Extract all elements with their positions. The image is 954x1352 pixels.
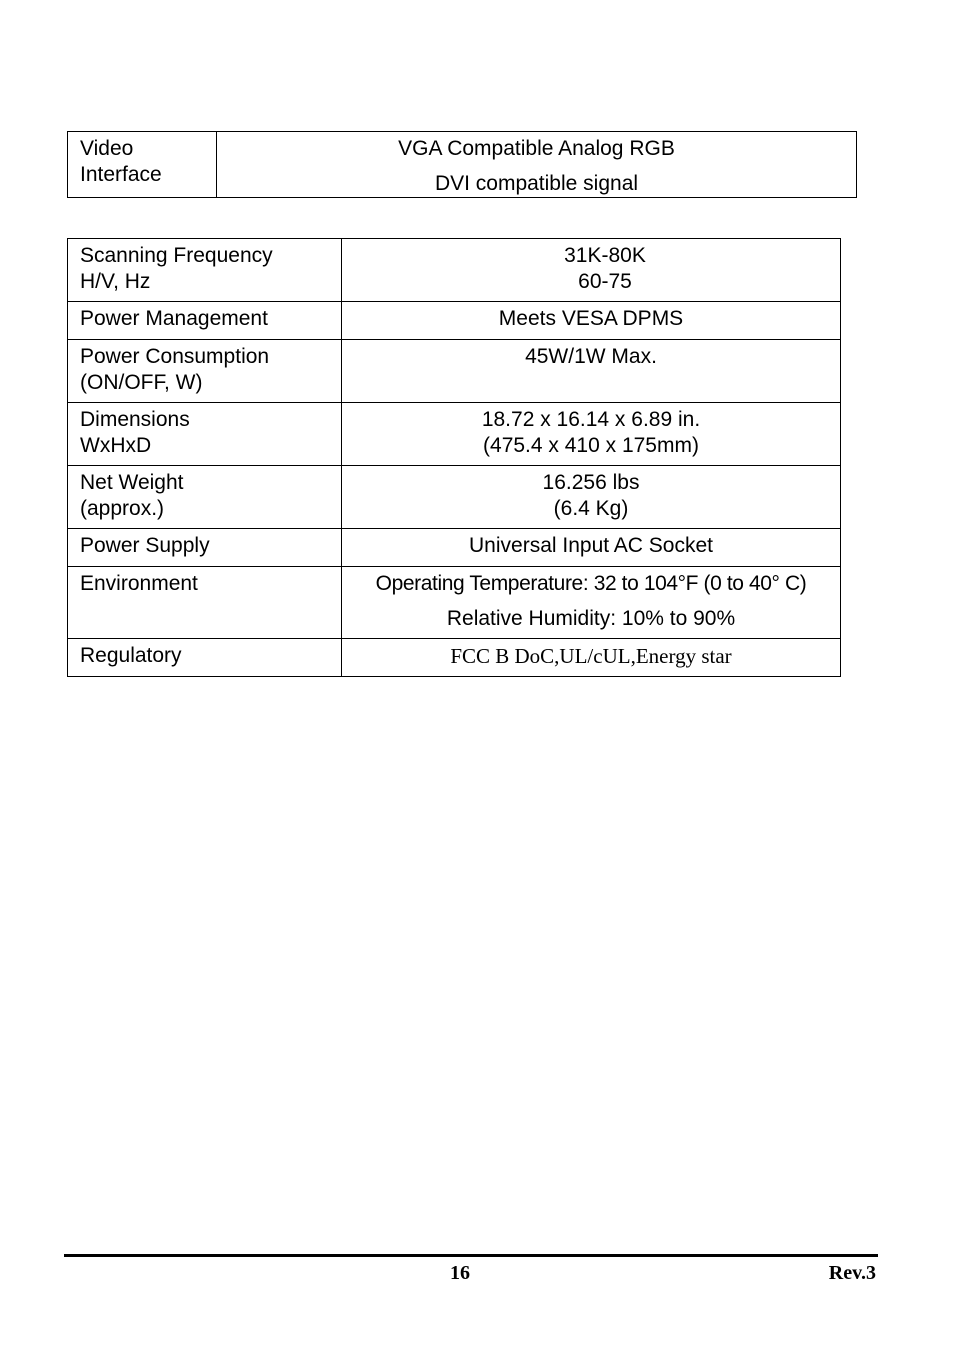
spec-label-line: Scanning Frequency	[80, 244, 273, 267]
video-interface-label-line2: Interface	[80, 163, 162, 186]
spec-label-line: Power Management	[80, 307, 268, 330]
spec-value-line: FCC B DoC,UL/cUL,Energy star	[450, 644, 732, 668]
spec-value-line: Meets VESA DPMS	[498, 307, 684, 330]
spec-value-line: Relative Humidity: 10% to 90%	[446, 607, 736, 630]
spec-label-line: Power Supply	[80, 534, 210, 557]
video-interface-value-cell	[217, 132, 857, 198]
spec-value-line: 45W/1W Max.	[525, 345, 657, 368]
video-interface-label-cell	[68, 132, 217, 198]
spec-label-line: Power Consumption	[80, 345, 270, 368]
spec-label	[68, 403, 342, 466]
spec-label	[68, 529, 342, 567]
spec-value-line: 60-75	[578, 270, 632, 293]
spec-value	[342, 529, 841, 567]
spec-value	[342, 340, 841, 403]
spec-label-line: (approx.)	[80, 497, 165, 520]
spec-row-regulatory	[68, 639, 841, 677]
spec-label	[68, 239, 342, 302]
spec-row-power-consumption	[68, 340, 841, 403]
spec-label-line: Environment	[80, 572, 198, 595]
spec-row-dimensions	[68, 403, 841, 466]
spec-label-line: Dimensions	[80, 408, 190, 431]
spec-label-line: H/V, Hz	[80, 270, 151, 293]
spec-value-line: (475.4 x 410 x 175mm)	[483, 434, 699, 457]
spec-label	[68, 302, 342, 340]
spec-value	[342, 302, 841, 340]
spec-value	[342, 239, 841, 302]
spec-label	[68, 567, 342, 639]
spec-value	[342, 403, 841, 466]
specifications-table	[67, 238, 841, 677]
spec-value	[342, 567, 841, 639]
spec-label-line: Regulatory	[80, 644, 182, 667]
spec-value-line: (6.4 Kg)	[553, 497, 629, 520]
video-interface-table	[67, 131, 857, 198]
footer-divider	[64, 1254, 878, 1257]
spec-row-environment	[68, 567, 841, 639]
spec-label-line: (ON/OFF, W)	[80, 371, 203, 394]
revision-label: Rev.3	[828, 1262, 876, 1284]
spec-row-power-supply	[68, 529, 841, 567]
spec-value-line: 31K-80K	[564, 244, 646, 267]
spec-label	[68, 340, 342, 403]
video-interface-label-line1: Video	[80, 137, 134, 160]
spec-value-line: Operating Temperature: 32 to 104°F (0 to 40° C)	[375, 572, 807, 595]
spec-row-power-management	[68, 302, 841, 340]
spec-value	[342, 466, 841, 529]
spec-label-line: Net Weight	[80, 471, 184, 494]
spec-value-line: Universal Input AC Socket	[469, 534, 713, 557]
spec-label	[68, 466, 342, 529]
spec-label-line: WxHxD	[80, 434, 152, 457]
spec-value	[342, 639, 841, 677]
spec-row-net-weight	[68, 466, 841, 529]
video-interface-value-line1: VGA Compatible Analog RGB	[398, 137, 675, 160]
spec-value-line: 16.256 lbs	[542, 471, 640, 494]
video-interface-value-line2: DVI compatible signal	[434, 172, 639, 195]
video-interface-row	[68, 132, 857, 198]
spec-row-scanning-frequency	[68, 239, 841, 302]
page-number: 16	[450, 1262, 470, 1284]
spec-label	[68, 639, 342, 677]
spec-value-line: 18.72 x 16.14 x 6.89 in.	[481, 408, 701, 431]
